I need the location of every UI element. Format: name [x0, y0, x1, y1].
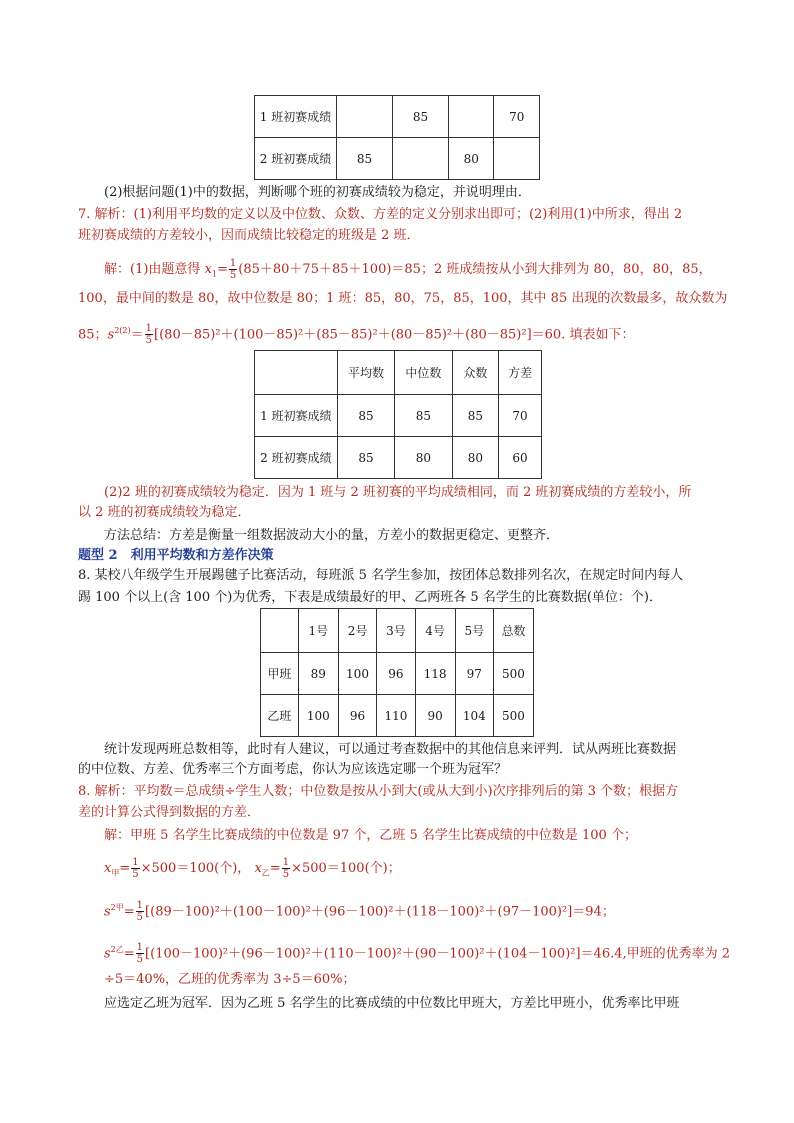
cell — [448, 96, 493, 138]
fraction-one-fifth — [145, 323, 153, 346]
cell: 89 — [298, 653, 338, 695]
eq: = — [123, 946, 135, 962]
denominator: 5 — [145, 335, 153, 347]
question-8-line2: 踢 100 个以上(含 100 个)为优秀，下表是成绩最好的甲、乙两班各 5 名学生的比赛数据(单位：个)． — [78, 590, 662, 605]
var-x: x — [204, 262, 212, 277]
denominator: 5 — [229, 270, 237, 281]
cell: 80 — [448, 138, 493, 180]
cell: 100 — [338, 653, 376, 695]
table-class-scores-partial — [254, 95, 540, 180]
cell: 104 — [455, 695, 493, 737]
solution-7-line1 — [104, 258, 712, 285]
solution-8-variance-jia — [104, 898, 615, 923]
var-s: s — [104, 946, 111, 962]
text: 85； — [78, 327, 108, 343]
row-label: 1 班初赛成绩 — [255, 395, 338, 437]
solution-7-part2-line1: (2)2 班的初赛成绩较为稳定．因为 1 班与 2 班初赛的平均成绩相同，而 2 班初赛成绩的方差较小，所 — [104, 485, 692, 500]
solution-8-line8: 应选定乙班为冠军．因为乙班 5 名学生的比赛成绩的中位数比甲班大，方差比甲班小，优秀率比甲班 — [104, 996, 680, 1011]
solution-7-line3 — [78, 321, 634, 346]
header-mode: 众数 — [452, 351, 499, 395]
cell: 80 — [452, 437, 499, 479]
analysis-7-line1: 7. 解析：(1)利用平均数的定义以及中位数、众数、方差的定义分别求出即可；(2)利用(1)中所求，得出 2 — [78, 207, 683, 222]
text: ×500＝100(个)， — [140, 861, 251, 876]
text: ×500＝100(个)； — [291, 861, 401, 876]
question-8-line3: 统计发现两班总数相等，此时有人建议，可以通过考查数据中的其他信息来评判．试从两班比赛数据 — [104, 742, 677, 757]
cell: 85 — [452, 395, 499, 437]
fraction-one-fifth — [282, 857, 290, 880]
row-label: 2 班初赛成绩 — [255, 437, 338, 479]
solution-rest: (85＋80＋75＋85＋100)＝85；2 班成绩按从小到大排列为 80，80，80，85， — [238, 262, 712, 277]
question-7-part2: (2)根据问题(1)中的数据，判断哪个班的初赛成绩较为稳定，并说明理由． — [104, 185, 531, 200]
header-total: 总数 — [493, 609, 533, 653]
header: 4号 — [415, 609, 455, 653]
sub-1: 1 — [211, 269, 217, 279]
fraction-one-fifth — [136, 942, 144, 965]
fraction-one-fifth — [229, 258, 237, 281]
method-summary: 方法总结：方差是衡量一组数据波动大小的量，方差小的数据更稳定、更整齐． — [104, 528, 560, 543]
solution-8-variance-yi — [104, 940, 730, 965]
var-s: s — [104, 904, 111, 920]
analysis-8-line2: 差的计算公式得到数据的方差． — [78, 805, 261, 820]
text: [(89－100)²＋(100－100)²＋(96－100)²＋(118－100)²＋(97－100)²]＝94； — [145, 904, 615, 920]
solution-8-line1: 解：甲班 5 名学生比赛成绩的中位数是 97 个，乙班 5 名学生比赛成绩的中位数是 100 个； — [104, 828, 637, 843]
numerator: 1 — [136, 942, 144, 954]
sub-yi: 乙 — [261, 868, 270, 878]
cell: 60 — [499, 437, 542, 479]
eq: = — [123, 904, 135, 920]
solution-7-line2: 100，最中间的数是 80，故中位数是 80；1 班：85，80，75，85，100，其中 85 出现的次数最多，故众数为 — [78, 291, 728, 306]
cell: 97 — [455, 653, 493, 695]
denominator: 5 — [282, 869, 290, 880]
row-label: 甲班 — [261, 653, 299, 695]
analysis-7-line2: 班初赛成绩的方差较小，因而成绩比较稳定的班级是 2 班． — [78, 228, 420, 243]
question-8-line1: 8. 某校八年级学生开展踢毽子比赛活动，每班派 5 名学生参加，按团体总数排列名次，在规定时间内每人 — [78, 568, 684, 583]
header: 1号 — [298, 609, 338, 653]
header-variance: 方差 — [499, 351, 542, 395]
row-label: 1 班初赛成绩 — [255, 96, 337, 138]
table-kick-data — [260, 608, 534, 737]
header-mean: 平均数 — [337, 351, 394, 395]
cell — [336, 96, 392, 138]
question-8-line4: 的中位数、方差、优秀率三个方面考虑，你认为应该选定哪一个班为冠军？ — [78, 762, 508, 777]
numerator: 1 — [132, 857, 139, 868]
text: [(100－100)²＋(96－100)²＋(110－100)²＋(90－100)²＋(104－100)²]＝46.4,甲班的优秀率为 2 — [145, 946, 731, 962]
cell — [392, 138, 448, 180]
row-label: 2 班初赛成绩 — [255, 138, 337, 180]
var-s: s — [107, 327, 115, 343]
eq: ＝ — [130, 327, 144, 343]
topic-2-heading: 题型 2 利用平均数和方差作决策 — [78, 548, 274, 563]
cell: 100 — [298, 695, 338, 737]
sup: 2乙 — [110, 945, 124, 954]
cell: 118 — [415, 653, 455, 695]
header: 2号 — [338, 609, 376, 653]
cell: 85 — [337, 437, 394, 479]
denominator: 5 — [136, 954, 144, 966]
numerator: 1 — [145, 323, 153, 335]
row-label: 乙班 — [261, 695, 299, 737]
cell: 85 — [392, 96, 448, 138]
cell: 96 — [338, 695, 376, 737]
denominator: 5 — [132, 869, 139, 880]
sup: 2(2) — [114, 326, 131, 335]
solution-7-part2-line2: 以 2 班的初赛成绩较为稳定． — [78, 505, 251, 520]
fraction-one-fifth — [136, 900, 144, 923]
cell: 110 — [377, 695, 415, 737]
cell: 85 — [395, 395, 452, 437]
cell: 500 — [493, 695, 533, 737]
cell: 85 — [336, 138, 392, 180]
corner-cell — [255, 351, 338, 395]
solution-8-means — [104, 857, 401, 884]
table-class-stats — [254, 350, 542, 479]
cell: 500 — [493, 653, 533, 695]
eq: = — [269, 861, 281, 876]
header: 5号 — [455, 609, 493, 653]
header-median: 中位数 — [395, 351, 452, 395]
solution-8-line7: ÷5＝40%，乙班的优秀率为 3÷5＝60%； — [104, 972, 356, 987]
cell: 96 — [377, 653, 415, 695]
eq: = — [119, 861, 131, 876]
eq: = — [217, 262, 228, 277]
var-x: x — [104, 861, 112, 876]
header: 3号 — [377, 609, 415, 653]
cell — [494, 138, 540, 180]
denominator: 5 — [136, 912, 144, 924]
numerator: 1 — [136, 900, 144, 912]
sup: 2甲 — [110, 903, 124, 912]
text: [(80－85)²＋(100－85)²＋(85－85)²＋(80－85)²＋(80－85)²]＝60. 填表如下： — [154, 327, 635, 343]
analysis-8-line1: 8. 解析：平均数＝总成绩÷学生人数；中位数是按从小到大(或从大到小)次序排列后的第 3 个数；根据方 — [78, 784, 679, 799]
cell: 70 — [494, 96, 540, 138]
cell: 90 — [415, 695, 455, 737]
cell: 70 — [499, 395, 542, 437]
cell: 80 — [395, 437, 452, 479]
var-x: x — [254, 861, 262, 876]
numerator: 1 — [282, 857, 290, 868]
fraction-one-fifth — [131, 857, 139, 880]
cell: 85 — [337, 395, 394, 437]
sub-jia: 甲 — [111, 868, 120, 878]
solution-prefix: 解：(1)由题意得 — [104, 262, 205, 277]
corner-cell — [261, 609, 299, 653]
numerator: 1 — [229, 258, 237, 269]
